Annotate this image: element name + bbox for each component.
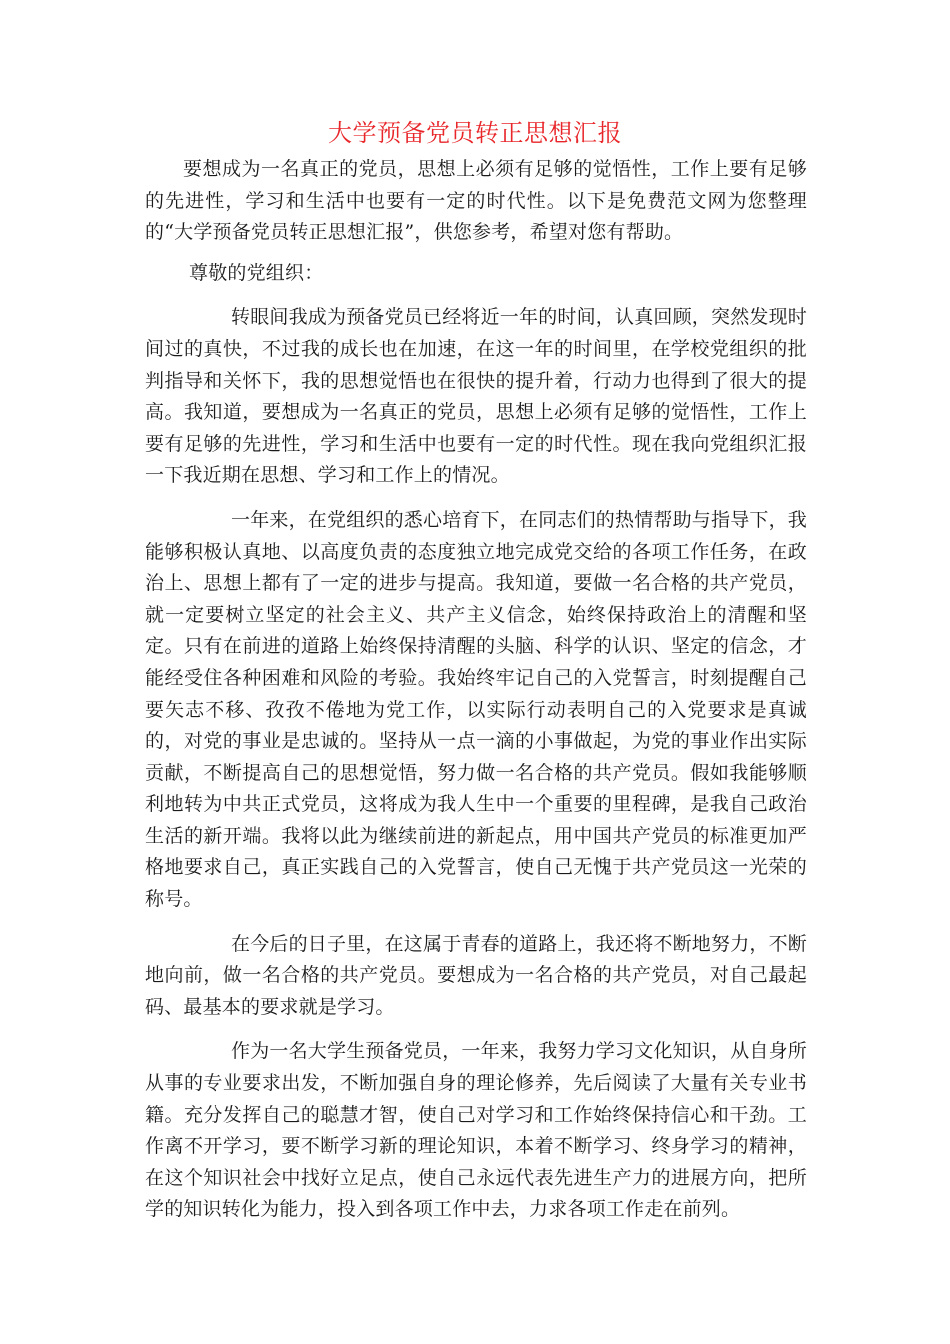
body-paragraph-2: 一年来，在党组织的悉心培育下，在同志们的热情帮助与指导下，我能够积极认真地、以高度负责的态度独立地完成党交给的各项工作任务，在政治上、思想上都有了一定的进步与提高。我知道，要做一名合格的共产党员，就一定要树立坚定的社会主义、共产主义信念，始终保持政治上的清醒和坚定。只有在前进的道路上始终保持清醒的头脑、科学的认识、坚定的信念，才能经受住各种困难和风险的考验。我始终牢记自己的入党誓言，时刻提醒自己要矢志不移、孜孜不倦地为党工作，以实际行动表明自己的入党要求是真诚的，对党的事业是忠诚的。坚持从一点一滴的小事做起，为党的事业作出实际贡献，不断提高自己的思想觉悟，努力做一名合格的共产党员。假如我能够顺利地转为中共正式党员，这将成为我人生中一个重要的里程碑，是我自己政治生活的新开端。我将以此为继续前进的新起点，用中国共产党员的标准更加严格地要求自己，真正实践自己的入党誓言，使自己无愧于共产党员这一光荣的称号。 (145, 508, 808, 911)
body-paragraph-3: 在今后的日子里，在这属于青春的道路上，我还将不断地努力，不断地向前，做一名合格的共产党员。要想成为一名合格的共产党员，对自己最起码、最基本的要求就是学习。 (145, 932, 808, 1018)
body-paragraph-4: 作为一名大学生预备党员，一年来，我努力学习文化知识，从自身所从事的专业要求出发，不断加强自身的理论修养，先后阅读了大量有关专业书籍。充分发挥自己的聪慧才智，使自己对学习和工作始终保持信心和干劲。工作离不开学习，要不断学习新的理论知识，本着不断学习、终身学习的精神，在这个知识社会中找好立足点，使自己永远代表先进生产力的进展方向，把所学的知识转化为能力，投入到各项工作中去，力求各项工作走在前列。 (145, 1040, 808, 1221)
document-title: 大学预备党员转正思想汇报 (328, 119, 622, 147)
document-body (145, 154, 807, 1226)
body-paragraph-1: 转眼间我成为预备党员已经将近一年的时间，认真回顾，突然发现时间过的真快，不过我的成长也在加速，在这一年的时间里，在学校党组织的批判指导和关怀下，我的思想觉悟也在很快的提升着，行动力也得到了很大的提高。我知道，要想成为一名真正的党员，思想上必须有足够的觉悟性，工作上要有足够的先进性，学习和生活中也要有一定的时代性。现在我向党组织汇报一下我近期在思想、学习和工作上的情况。 (145, 306, 808, 487)
salutation: 尊敬的党组织： (189, 261, 324, 284)
intro-paragraph: 要想成为一名真正的党员，思想上必须有足够的觉悟性，工作上要有足够的先进性，学习和生活中也要有一定的时代性。以下是免费范文网为您整理的“大学预备党员转正思想汇报”，供您参考，希望对您有帮助。 (145, 158, 807, 244)
